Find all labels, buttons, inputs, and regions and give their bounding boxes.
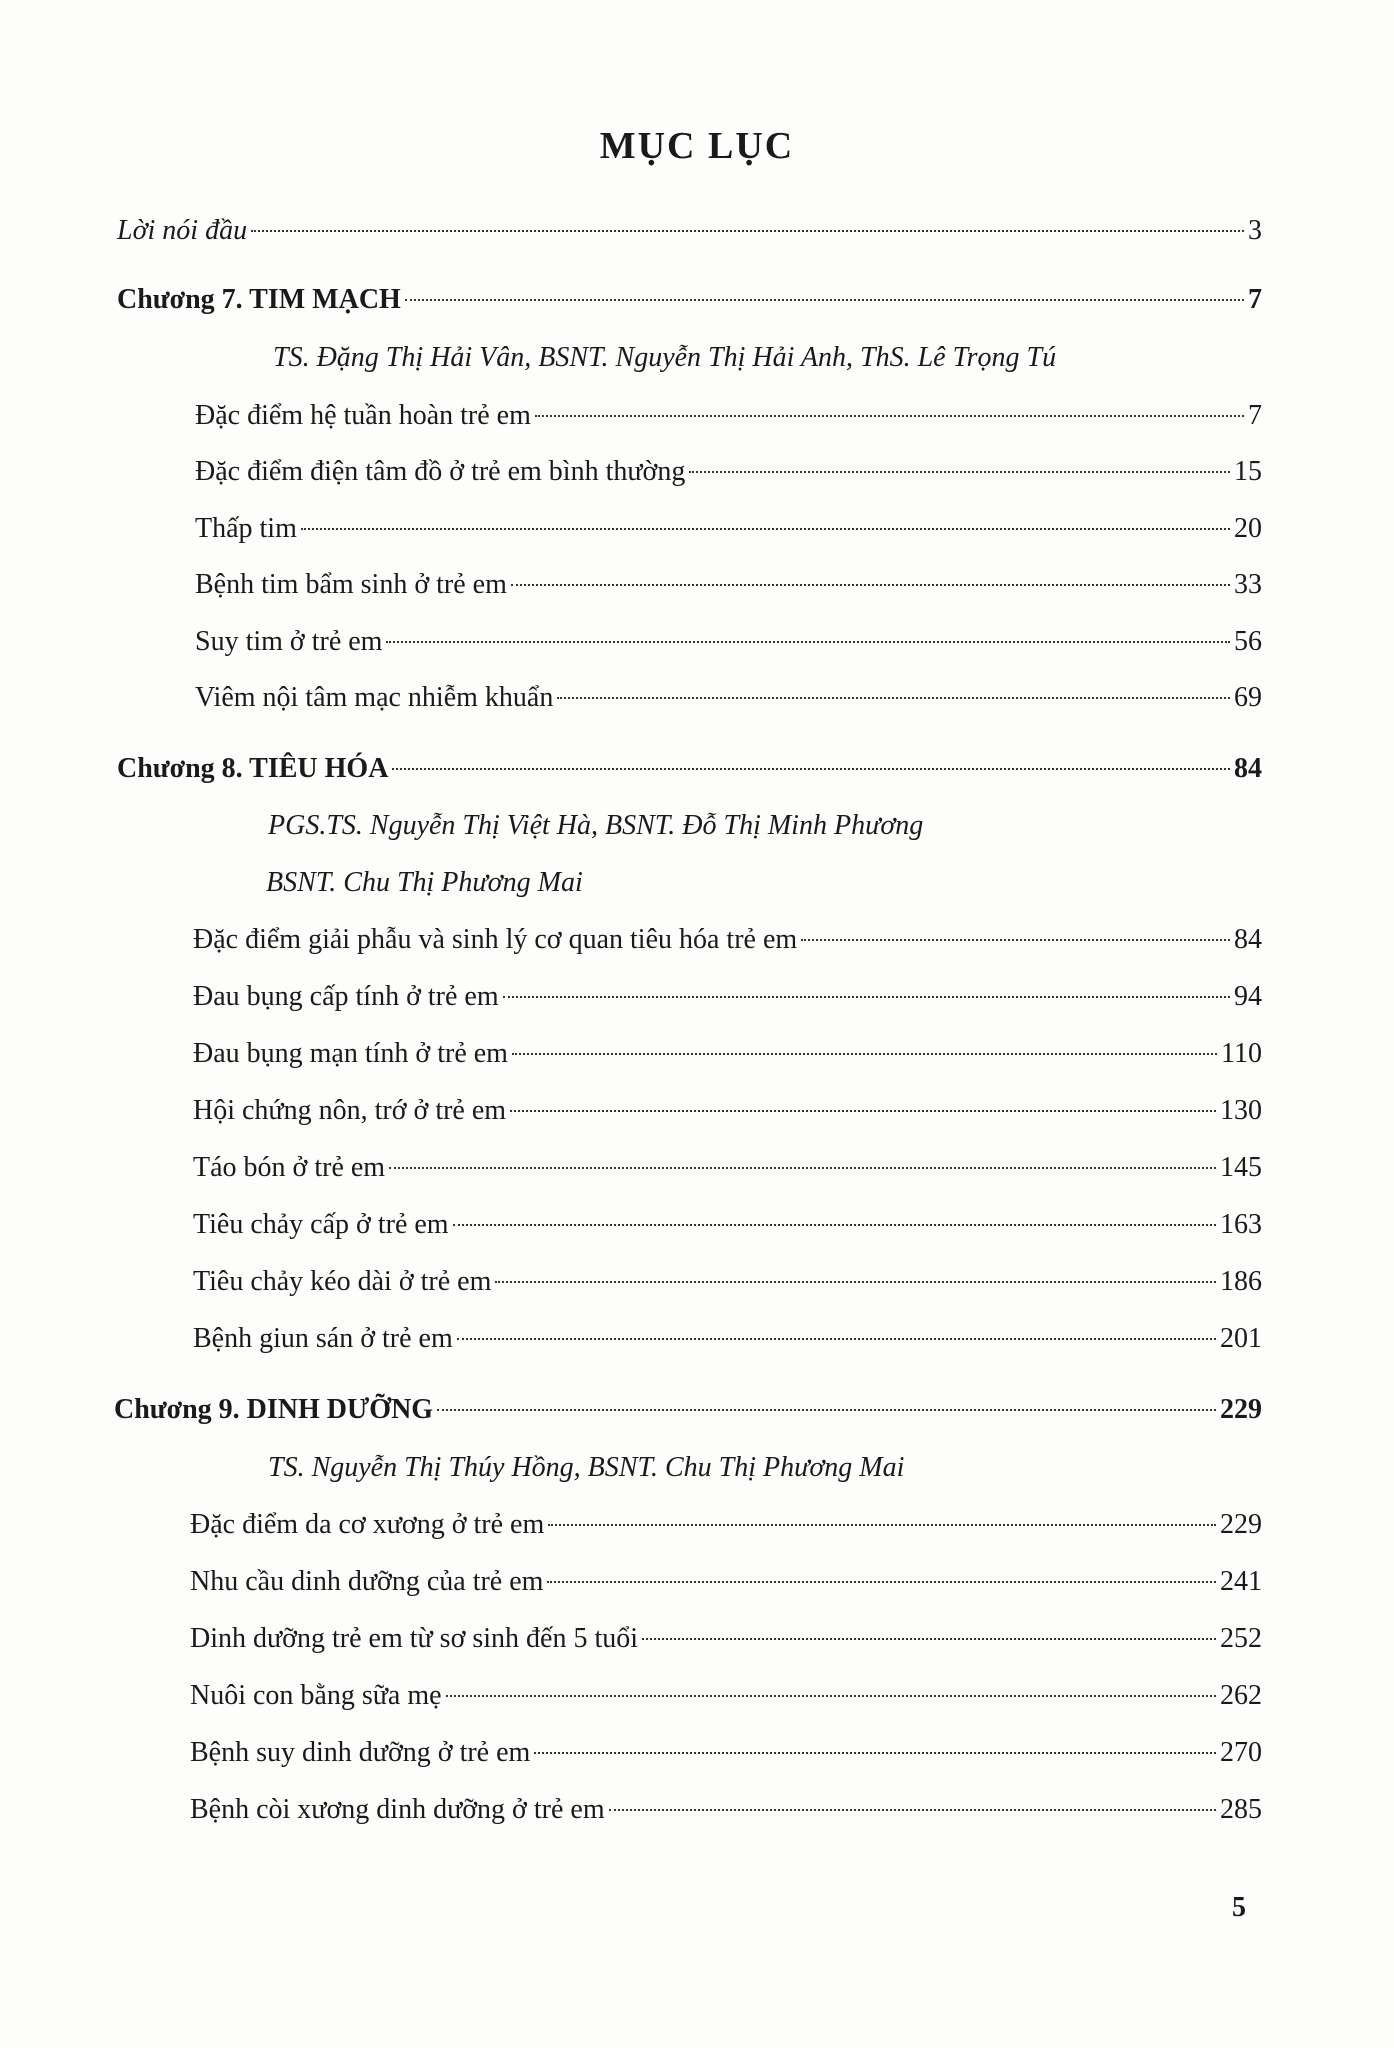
dot-leader: [547, 1581, 1216, 1583]
dot-leader: [534, 1752, 1216, 1754]
toc-entry[interactable]: [193, 1148, 1262, 1188]
toc-entry-page: 94: [1234, 981, 1262, 1012]
toc-entry-page: 56: [1234, 626, 1262, 657]
toc-entry-label: Suy tim ở trẻ em: [195, 626, 383, 657]
toc-entry[interactable]: [195, 509, 1262, 549]
dot-leader: [437, 1409, 1216, 1411]
toc-entry[interactable]: [193, 1262, 1262, 1302]
toc-entry-page: 84: [1234, 924, 1262, 955]
toc-entry-label: Táo bón ở trẻ em: [193, 1152, 386, 1183]
toc-entry-label: Đau bụng cấp tính ở trẻ em: [193, 981, 499, 1012]
toc-entry-label: Dinh dưỡng trẻ em từ sơ sinh đến 5 tuổi: [190, 1623, 639, 1654]
toc-entry-page: 3: [1248, 215, 1262, 246]
toc-entry-label: Bệnh tim bẩm sinh ở trẻ em: [195, 569, 507, 600]
toc-entry-page: 130: [1220, 1095, 1262, 1126]
dot-leader: [510, 1110, 1216, 1112]
toc-entry-label: Thấp tim: [195, 513, 297, 544]
toc-entry-page: 186: [1220, 1266, 1262, 1297]
toc-entry-label: Bệnh còi xương dinh dưỡng ở trẻ em: [190, 1794, 605, 1825]
dot-leader: [642, 1638, 1216, 1640]
toc-entry-label: Lời nói đầu: [117, 215, 248, 246]
page-title: MỤC LỤC: [599, 125, 795, 167]
toc-entry-page: 285: [1220, 1794, 1262, 1825]
toc-entry[interactable]: [195, 452, 1262, 492]
dot-leader: [453, 1224, 1216, 1226]
chapter-authors: TS. Nguyễn Thị Thúy Hồng, BSNT. Chu Thị Phương Mai: [268, 1452, 905, 1483]
toc-entry[interactable]: [193, 920, 1262, 960]
toc-entry-page: 110: [1221, 1038, 1262, 1069]
toc-entry[interactable]: [193, 1034, 1262, 1074]
toc-entry[interactable]: [190, 1676, 1262, 1716]
toc-entry-page: 69: [1234, 682, 1262, 713]
toc-entry-label: Đặc điểm da cơ xương ở trẻ em: [190, 1509, 545, 1540]
toc-entry-label: Bệnh suy dinh dưỡng ở trẻ em: [190, 1737, 531, 1768]
toc-entry-label: Bệnh giun sán ở trẻ em: [193, 1323, 453, 1354]
toc-entry-label: Đặc điểm điện tâm đồ ở trẻ em bình thường: [195, 456, 686, 487]
toc-entry-label: Viêm nội tâm mạc nhiễm khuẩn: [195, 682, 554, 713]
toc-intro-entry[interactable]: [117, 211, 1262, 251]
chapter-label: Chương 9. DINH DƯỠNG: [114, 1394, 434, 1425]
toc-entry[interactable]: [190, 1790, 1262, 1830]
dot-leader: [548, 1524, 1216, 1526]
chapter-authors: TS. Đặng Thị Hải Vân, BSNT. Nguyễn Thị Hải Anh, ThS. Lê Trọng Tú: [273, 342, 1057, 373]
toc-entry[interactable]: [195, 678, 1262, 718]
toc-entry[interactable]: [195, 622, 1262, 662]
toc-entry[interactable]: [190, 1619, 1262, 1659]
toc-entry[interactable]: [195, 396, 1262, 436]
toc-entry-page: 15: [1234, 456, 1262, 487]
dot-leader: [389, 1167, 1216, 1169]
chapter-label: Chương 8. TIÊU HÓA: [117, 753, 389, 784]
dot-leader: [392, 768, 1230, 770]
toc-entry[interactable]: [193, 1091, 1262, 1131]
dot-leader: [689, 471, 1230, 473]
dot-leader: [801, 939, 1230, 941]
dot-leader: [301, 528, 1230, 530]
toc-entry-page: 145: [1220, 1152, 1262, 1183]
toc-entry-label: Tiêu chảy cấp ở trẻ em: [193, 1209, 449, 1240]
dot-leader: [511, 584, 1230, 586]
dot-leader: [386, 641, 1230, 643]
toc-entry-page: 201: [1220, 1323, 1262, 1354]
toc-entry-page: 241: [1220, 1566, 1262, 1597]
toc-entry-page: 20: [1234, 513, 1262, 544]
chapter-authors: BSNT. Chu Thị Phương Mai: [266, 867, 583, 898]
dot-leader: [495, 1281, 1216, 1283]
toc-entry[interactable]: [190, 1733, 1262, 1773]
chapter-page: 7: [1248, 284, 1262, 315]
toc-entry[interactable]: [193, 977, 1262, 1017]
toc-chapter-7[interactable]: [117, 280, 1262, 320]
toc-entry-label: Tiêu chảy kéo dài ở trẻ em: [193, 1266, 492, 1297]
toc-entry-label: Hội chứng nôn, trớ ở trẻ em: [193, 1095, 507, 1126]
toc-chapter-8[interactable]: [117, 749, 1262, 789]
toc-entry-page: 252: [1220, 1623, 1262, 1654]
toc-entry-page: 262: [1220, 1680, 1262, 1711]
dot-leader: [557, 697, 1230, 699]
toc-entry-label: Đặc điểm hệ tuần hoàn trẻ em: [195, 400, 531, 431]
toc-entry[interactable]: [190, 1505, 1262, 1545]
dot-leader: [405, 299, 1244, 301]
dot-leader: [251, 230, 1244, 232]
toc-entry-page: 7: [1248, 400, 1262, 431]
dot-leader: [535, 415, 1244, 417]
toc-entry-label: Đặc điểm giải phẫu và sinh lý cơ quan tiêu hóa trẻ em: [193, 924, 798, 955]
toc-entry[interactable]: [193, 1319, 1262, 1359]
toc-entry[interactable]: [193, 1205, 1262, 1245]
dot-leader: [446, 1695, 1216, 1697]
toc-entry[interactable]: [190, 1562, 1262, 1602]
dot-leader: [503, 996, 1230, 998]
dot-leader: [609, 1809, 1216, 1811]
toc-entry-label: Nhu cầu dinh dưỡng của trẻ em: [190, 1566, 544, 1597]
toc-entry-page: 270: [1220, 1737, 1262, 1768]
toc-entry-page: 163: [1220, 1209, 1262, 1240]
toc-entry-page: 33: [1234, 569, 1262, 600]
toc-chapter-9[interactable]: [114, 1390, 1262, 1430]
toc-entry-label: Đau bụng mạn tính ở trẻ em: [193, 1038, 508, 1069]
dot-leader: [457, 1338, 1216, 1340]
chapter-label: Chương 7. TIM MẠCH: [117, 284, 401, 315]
chapter-page: 84: [1234, 753, 1262, 784]
chapter-page: 229: [1220, 1394, 1262, 1425]
dot-leader: [512, 1053, 1217, 1055]
toc-entry-page: 229: [1220, 1509, 1262, 1540]
page-number: 5: [1232, 1892, 1246, 1923]
toc-entry[interactable]: [195, 565, 1262, 605]
toc-entry-label: Nuôi con bằng sữa mẹ: [190, 1680, 442, 1711]
chapter-authors: PGS.TS. Nguyễn Thị Việt Hà, BSNT. Đỗ Thị Minh Phương: [268, 810, 924, 841]
